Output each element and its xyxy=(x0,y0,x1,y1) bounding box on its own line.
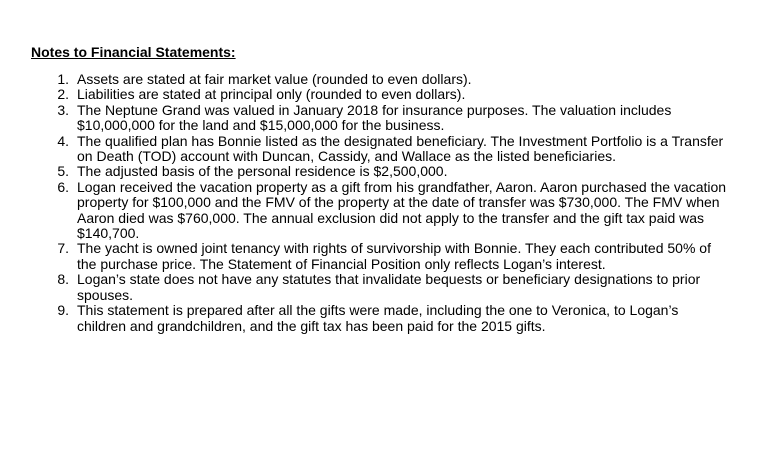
note-item xyxy=(31,134,731,165)
note-number: 8. xyxy=(57,271,69,288)
note-text: Assets are stated at fair market value (rounded to even dollars). xyxy=(77,71,472,87)
note-item xyxy=(31,164,731,179)
note-item xyxy=(31,180,731,242)
note-number: 1. xyxy=(57,71,69,87)
note-number: 2. xyxy=(57,86,69,103)
note-text: Liabilities are stated at principal only (rounded to even dollars). xyxy=(77,86,466,103)
note-item xyxy=(31,72,731,87)
note-number: 7. xyxy=(57,240,69,257)
note-item xyxy=(31,241,731,272)
note-item xyxy=(31,272,731,303)
note-text: The yacht is owned joint tenancy with rights of survivorship with Bonnie. They each contributed 50% of the purchase price. The Statement of Financial Position only reflects Logan’s interest. xyxy=(77,240,711,272)
note-item xyxy=(31,103,731,134)
note-number: 5. xyxy=(57,163,69,180)
note-item xyxy=(31,303,731,334)
note-text: This statement is prepared after all the gifts were made, including the one to Veronica, to Logan’s children and grandchildren, and the gift tax has been paid for the 2015 gifts. xyxy=(77,302,679,334)
note-text: The qualified plan has Bonnie listed as the designated beneficiary. The Investment Portfolio is a Transfer on Death (TOD) account with Duncan, Cassidy, and Wallace as the listed beneficiaries. xyxy=(77,132,724,165)
note-text: The adjusted basis of the personal residence is $2,500,000. xyxy=(77,163,448,180)
notes-list xyxy=(31,72,731,334)
note-number: 9. xyxy=(57,302,69,319)
note-text: The Neptune Grand was valued in January 2018 for insurance purposes. The valuation includes $10,000,000 for the land and $15,000,000 for the business. xyxy=(77,101,672,134)
note-text: Logan received the vacation property as a gift from his grandfather, Aaron. Aaron purchased the vacation property for $100,000 and the FMV of the property at the date of transfer was $730,000. The FMV when Aaron died was $760,000. The annual exclusion did not apply to the transfer and the gift tax paid was $140,700. xyxy=(77,178,727,242)
financial-statement-notes xyxy=(31,44,731,334)
notes-heading: Notes to Financial Statements: xyxy=(31,44,236,60)
note-text: Logan’s state does not have any statutes that invalidate bequests or beneficiary designations to prior spouses. xyxy=(77,271,701,303)
note-number: 3. xyxy=(57,101,69,118)
note-number: 6. xyxy=(57,178,69,195)
note-item xyxy=(31,87,731,102)
note-number: 4. xyxy=(57,132,69,149)
